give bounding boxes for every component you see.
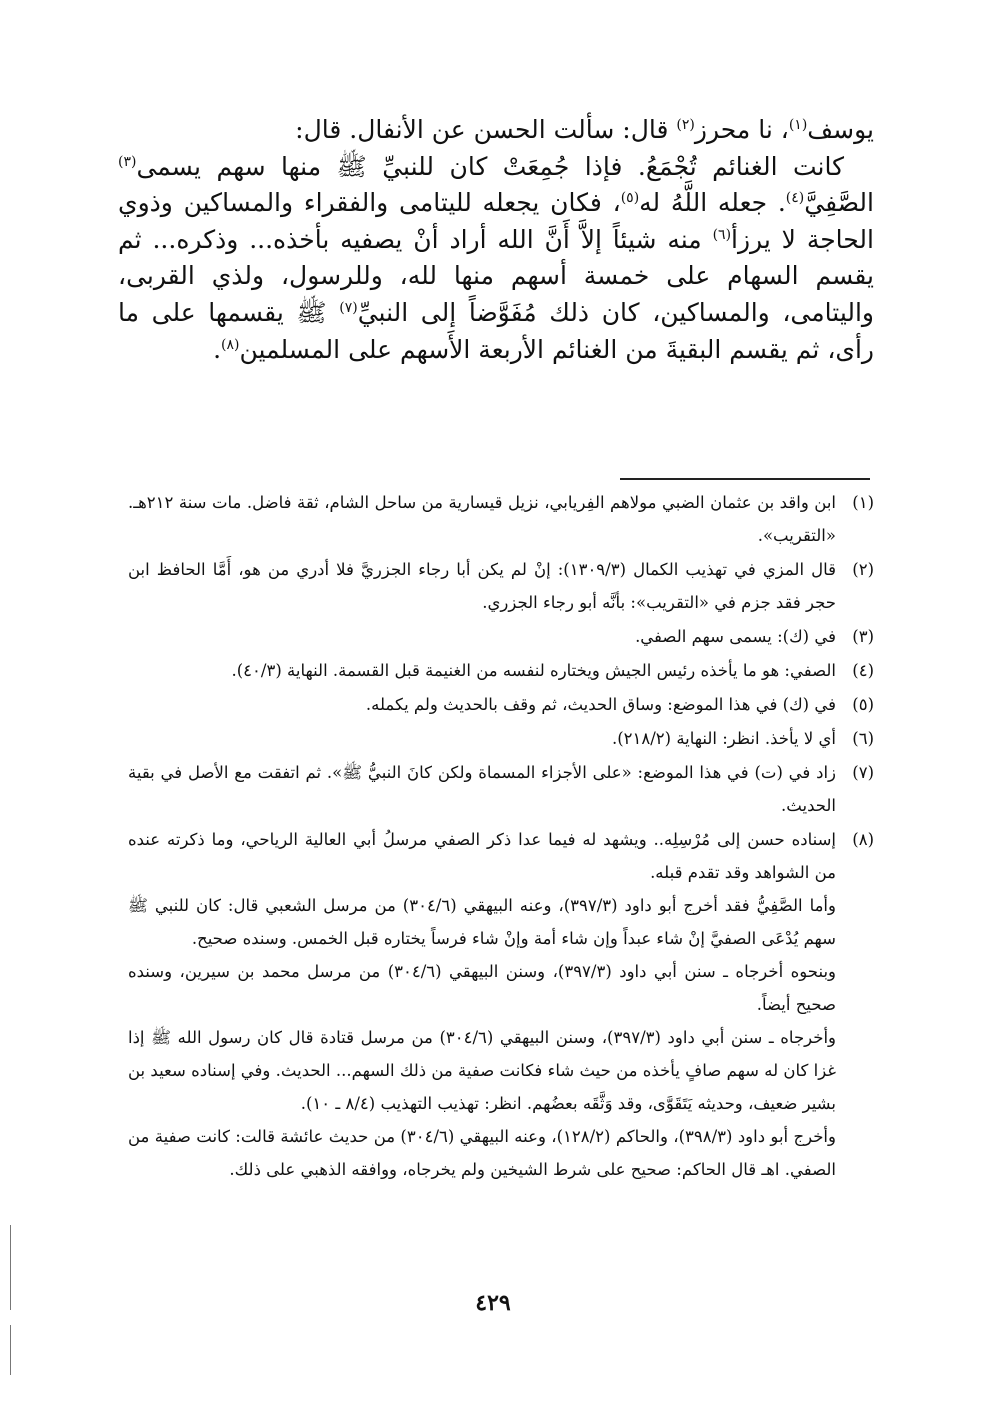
- footnote-ref: (٤): [785, 190, 805, 207]
- footnote-number: (٢): [852, 560, 874, 579]
- text-run: كانت الغنائم تُجْمَعُ. فإذا جُمِعَتْ كان للنبيِّ ﷺ منها سهم يسمى: [136, 151, 844, 181]
- footnote: [128, 620, 874, 653]
- footnote-ref: (٦): [712, 226, 732, 243]
- text-run: ، فكان يجعله لليتامى والفقراء والمساكين وذوي الحاجة لا يرزأ: [118, 188, 874, 254]
- footnote: [128, 486, 874, 552]
- footnote-paragraph: وأخرج أبو داود (٣٩٨/٣)، والحاكم (١٢٨/٢)، وعنه البيهقي (٣٠٤/٦) من حديث عائشة قالت: كانت صفية من الصفي. اهـ قال الحاكم: صحيح على شرط الشيخين ولم يخرجاه، ووافقه الذهبي على ذلك.: [128, 1127, 836, 1179]
- footnotes: [128, 486, 874, 1187]
- footnote-number: (٨): [852, 830, 874, 849]
- text-run: قال: سألت الحسن عن الأنفال. قال:: [295, 115, 677, 144]
- text-run: منه شيئاً إلاَّ أَنَّ الله أراد أنْ يصفيه بأخذه... وذكره... ثم يقسم السهام على خمسة أسهم منها لله، وللرسول، ولذي القربى، واليتامى، والمساكين، كان ذلك مُفَوَّضاً إلى النبيِّ: [118, 224, 875, 327]
- footnote: [128, 688, 874, 721]
- footnote-text: أي لا يأخذ. انظر: النهاية (٢١٨/٢).: [611, 729, 836, 748]
- footnote: [128, 553, 874, 619]
- page-number: ٤٢٩: [475, 1290, 511, 1316]
- footnote-paragraph: إسناده حسن إلى مُرْسِلِه.. ويشهد له فيما عدا ذكر الصفي مرسلُ أبي العالية الرياحي، وما ذكرته عنده من الشواهد وقد تقدم قبله.: [128, 830, 836, 882]
- text-run: . جعله اللَّهُ له: [639, 188, 786, 218]
- footnote-text: زاد في (ت) في هذا الموضع: «على الأجزاء المسماة ولكن كانَ النبيُّ ﷺ». ثم اتفقت مع الأصل في بقية الحديث.: [128, 763, 836, 815]
- footnote-ref: (٧): [339, 299, 358, 316]
- text-run: ، نا محرز: [694, 115, 789, 144]
- footnote-text: في (ك): يسمى سهم الصفي.: [635, 627, 836, 646]
- footnote-ref: (٢): [676, 117, 695, 133]
- footnote-paragraph: وأما الصَّفِيُّ فقد أخرج أبو داود (٣٩٧/٣)، وعنه البيهقي (٣٠٤/٦) من مرسل الشعبي قال: كان للنبي ﷺ سهم يُدْعَى الصفيَّ إنْ شاء عبداً وإن شاء أمة وإنْ شاء فرساً يختاره قبل الخمس. وسنده صحيح.: [128, 896, 836, 948]
- footnote-number: (٧): [852, 763, 874, 782]
- footnote-text: الصفي: هو ما يأخذه رئيس الجيش ويختاره لنفسه من الغنيمة قبل القسمة. النهاية (٤٠/٣).: [231, 661, 836, 680]
- main-text: [118, 112, 874, 368]
- scan-edge-line: [10, 1325, 11, 1375]
- text-run: .: [213, 334, 222, 364]
- text-run: الصَّفِيَّ: [804, 188, 874, 218]
- footnote-number: (٣): [852, 627, 874, 646]
- footnote-number: (١): [852, 493, 874, 512]
- footnote-separator: [620, 478, 870, 480]
- footnote: [128, 756, 874, 822]
- footnote-number: (٥): [852, 695, 874, 714]
- footnote-ref: (٥): [620, 190, 640, 207]
- scan-edge-line: [10, 1225, 11, 1310]
- footnote-ref: (٨): [221, 336, 240, 353]
- footnote-paragraph: وأخرجاه ـ سنن أبي داود (٣٩٧/٣)، وسنن البيهقي (٣٠٤/٦) من مرسل قتادة قال كان رسول الله ﷺ إذا غزا كان له سهم صافٍ يأخذه من حيث شاء فكانت صفية من ذلك السهم... الحديث. وفي إسناده سعيد بن بشير ضعيف، وحديثه يَتَقَوَّى، وقد وَثَّقَه بعضُهم. انظر: تهذيب التهذيب (٨/٤ ـ ١٠).: [128, 1028, 837, 1113]
- text-run: ﷺ يقسمها على ما رأى، ثم يقسم البقيةَ من الغنائم الأربعة الأَسهم على المسلمين: [118, 297, 874, 364]
- text-run: يوسف: [807, 115, 874, 144]
- footnote-ref: (٣): [118, 153, 137, 170]
- footnote-number: (٤): [852, 661, 874, 680]
- footnote: [128, 823, 874, 1186]
- footnote: [128, 722, 874, 755]
- footnote-text: في (ك) في هذا الموضع: وساق الحديث، ثم وقف بالحديث ولم يكمله.: [365, 695, 836, 714]
- footnote-paragraph: وبنحوه أخرجاه ـ سنن أبي داود (٣٩٧/٣)، وسنن البيهقي (٣٠٤/٦) من مرسل محمد بن سيرين، وسنده صحيح أيضاً.: [128, 962, 837, 1014]
- footnote-text: ابن واقد بن عثمان الضبي مولاهم الفِريابي، نزيل قيسارية من ساحل الشام، ثقة فاضل. مات سنة ٢١٢هـ. «التقريب».: [128, 493, 836, 545]
- footnote: [128, 654, 874, 687]
- footnote-text: قال المزي في تهذيب الكمال (١٣٠٩/٣): إنْ لم يكن أبا رجاء الجزريَّ فلا أدري من هو، أَمَّا الحافظ ابن حجر فقد جزم في «التقريب»: بأنَّه أبو رجاء الجزري.: [128, 560, 836, 612]
- footnote-number: (٦): [852, 729, 874, 748]
- footnote-text: [128, 823, 836, 1186]
- main-paragraph-1: [118, 112, 874, 149]
- footnote-ref: (١): [788, 117, 808, 133]
- main-paragraph-2: [118, 149, 874, 369]
